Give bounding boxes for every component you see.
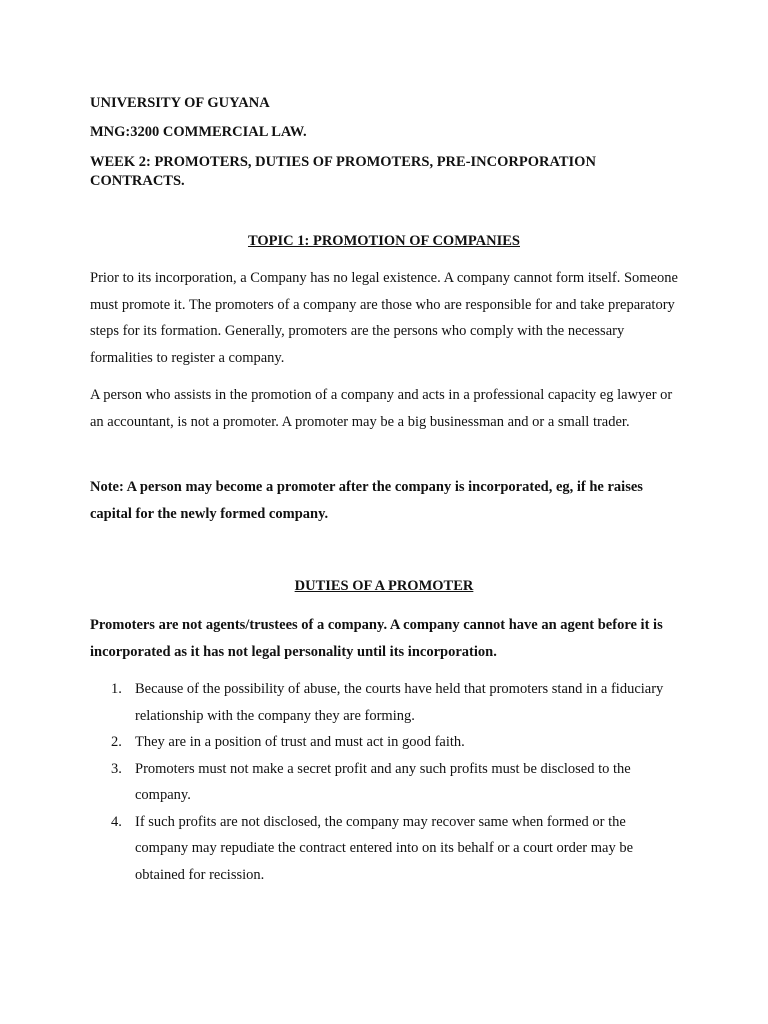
list-item-text: If such profits are not disclosed, the company may recover same when formed or the company may repudiate the contract entered into on its behalf or a court order may be obtained for recission. <box>135 813 634 883</box>
list-item <box>90 809 680 889</box>
duties-intro: Promoters are not agents/trustees of a company. A company cannot have an agent before it is incorporated as it has not legal personality until its incorporation. <box>90 617 663 660</box>
week-heading: WEEK 2: PROMOTERS, DUTIES OF PROMOTERS, PRE-INCORPORATION CONTRACTS. <box>90 154 596 189</box>
list-item-number: 2. <box>111 734 122 750</box>
topic-1-paragraph-1: Prior to its incorporation, a Company has no legal existence. A company cannot form itself. Someone must promote it. The promoters of a company are those who are responsible for and take preparatory steps for its formation. Generally, promoters are the persons who comply with the necessary formalities to register a company. <box>90 270 678 366</box>
list-item-number: 4. <box>111 813 122 830</box>
duties-list <box>90 676 680 888</box>
duties-title: DUTIES OF A PROMOTER <box>294 578 474 594</box>
topic-1-note: Note: A person may become a promoter after the company is incorporated, eg, if he raises capital for the newly formed company. <box>90 479 643 522</box>
topic-1-title: TOPIC 1: PROMOTION OF COMPANIES <box>247 233 520 249</box>
list-item <box>90 676 680 729</box>
list-item-number: 1. <box>111 681 122 697</box>
list-item-text: Because of the possibility of abuse, the courts have held that promoters stand in a fiduciary relationship with the company they are forming. <box>135 681 664 724</box>
list-item-number: 3. <box>111 760 122 777</box>
topic-1-paragraph-2: A person who assists in the promotion of a company and acts in a professional capacity eg lawyer or an accountant, is not a promoter. A promoter may be a big businessman and or a small trader. <box>90 387 673 430</box>
course-heading: MNG:3200 COMMERCIAL LAW. <box>90 124 307 140</box>
list-item <box>90 756 680 809</box>
university-heading: UNIVERSITY OF GUYANA <box>90 95 270 111</box>
list-item-text: They are in a position of trust and must act in good faith. <box>135 734 465 750</box>
list-item <box>90 729 680 756</box>
list-item-text: Promoters must not make a secret profit and any such profits must be disclosed to the company. <box>135 760 631 803</box>
